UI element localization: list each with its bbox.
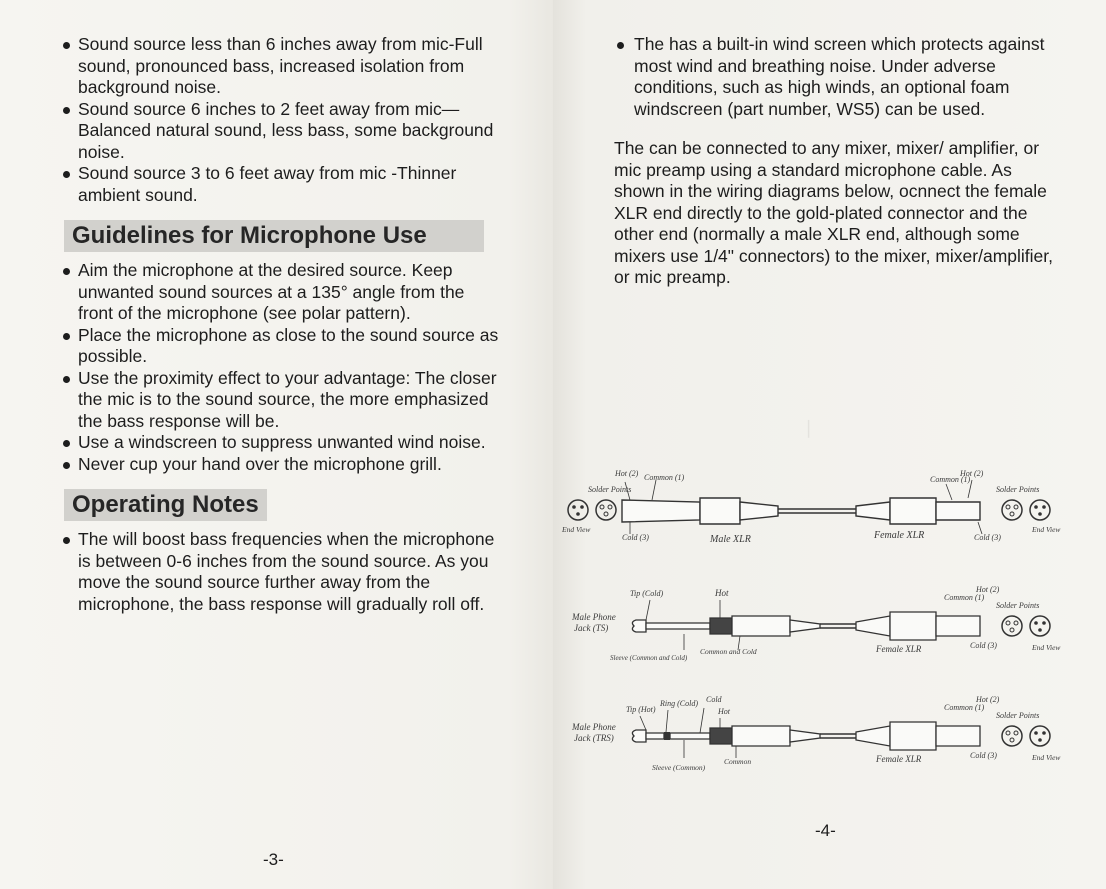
left-column [60,34,500,615]
operating-notes-heading: Operating Notes [64,489,267,521]
diagram-label: Female XLR [876,644,922,654]
list-item: Place the microphone as close to the sound source as possible. [60,325,500,368]
list-item: The has a built-in wind screen which protects against most wind and breathing noise. Under adverse conditions, such as high winds, an optional foam windscreen (part number, WS5) can be used. [614,34,1054,120]
female-xlr-connector [890,498,936,524]
list-item: Sound source less than 6 inches away from mic-Full sound, pronounced bass, increased isolation from background noise. [60,34,500,99]
diagram-label: End View [1032,753,1061,762]
diagram-label: Common (1) [930,475,971,484]
diagram-label: Common (1) [944,703,985,712]
list-item: Sound source 3 to 6 feet away from mic -Thinner ambient sound. [60,163,500,206]
guidelines-bullet-list [60,260,500,475]
bleed-through: ▏ [808,421,820,438]
diagram-label: Female XLR [876,754,922,764]
page-number-right: -4- [815,821,836,840]
diagram-label: End View [1032,643,1061,652]
female-xlr-end-view-icon [1030,726,1050,746]
ts-phone-jack-connector [732,616,790,636]
diagram-label: Ring (Cold) [660,699,698,708]
male-xlr-connector [622,500,700,522]
diagram-label: Hot [718,707,730,716]
diagram-label: Cold (3) [622,533,649,542]
trs-to-xlr-diagram [571,695,1060,772]
female-xlr-connector [890,612,936,640]
right-column [614,34,1054,289]
female-xlr-solder-icon [1002,726,1022,746]
diagram-label: Cold (3) [970,751,997,760]
diagram-label: Cold (3) [970,641,997,650]
female-xlr-solder-icon [1002,616,1022,636]
female-xlr-solder-icon [1002,500,1022,520]
diagram-label: Sleeve (Common) [652,763,706,772]
operating-notes-bullet-list [60,529,500,615]
list-item: Aim the microphone at the desired source. Keep unwanted sound sources at a 135° angle from the front of the microphone (see polar pattern). [60,260,500,325]
female-xlr-end-view-icon [1030,500,1050,520]
ts-to-xlr-diagram [571,585,1060,662]
diagram-label: Hot (2) [976,585,1000,594]
list-item: Use a windscreen to suppress unwanted wind noise. [60,432,500,454]
diagram-label: Tip (Cold) [630,589,664,598]
list-item: The will boost bass frequencies when the microphone is between 0-6 inches from the sound source. As you move the sound source further away from the microphone, the bass response will gradually roll off. [60,529,500,615]
cable [820,624,856,628]
diagram-label: Common [724,757,752,766]
diagram-label: Cold [706,695,722,704]
diagram-label: Solder Points [996,485,1040,494]
list-item: Use the proximity effect to your advantage: The closer the mic is to the sound source, the more emphasized the bass response will be. [60,368,500,433]
diagram-label: Male Phone Jack (TS) [572,612,616,633]
diagram-label: Common and Cold [700,647,757,656]
diagram-label: Common (1) [644,473,685,482]
xlr-to-xlr-diagram [561,469,1060,545]
list-item: Never cup your hand over the microphone grill. [60,454,500,476]
trs-phone-jack-connector [732,726,790,746]
page-number-left: -3- [263,850,284,869]
list-item: Sound source 6 inches to 2 feet away from mic—Balanced natural sound, less bass, some background noise. [60,99,500,164]
diagram-label: Sleeve (Common and Cold) [610,654,688,662]
guidelines-heading: Guidelines for Microphone Use [64,220,484,252]
diagram-label: Hot [715,588,729,598]
diagram-label: Female XLR [874,530,925,541]
wiring-diagrams [560,440,1106,790]
diagram-label: Hot (2) [976,695,1000,704]
male-xlr-solder-icon [596,500,616,520]
male-xlr-end-view-icon [568,500,588,520]
diagram-label: Tip (Hot) [626,705,656,714]
diagram-label: End View [562,525,591,534]
intro-bullet-list [60,34,500,206]
connection-paragraph: The can be connected to any mixer, mixer/ amplifier, or mic preamp using a standard microphone cable. As shown in the wiring diagrams below, ocnnect the female XLR end directly to the gold-plated connector and the other end (normally a male XLR end, although some mixers use 1/4" connectors) to the mixer, mixer/amplifier, or mic preamp. [614,138,1054,287]
diagram-label: End View [1032,525,1061,534]
cable [778,509,856,513]
female-xlr-end-view-icon [1030,616,1050,636]
diagram-label: Cold (3) [974,533,1001,542]
diagram-label: Hot (2) [615,469,639,478]
phone-jack-tip [632,620,646,632]
diagram-label: Male XLR [710,534,751,545]
diagram-label: Male Phone Jack (TRS) [572,722,616,743]
female-xlr-connector [890,722,936,750]
windscreen-bullet-list [614,34,1054,120]
diagram-label: Solder Points [996,601,1040,610]
cable [820,734,856,738]
phone-jack-tip [632,730,646,742]
diagram-label: Hot (2) [960,469,984,478]
diagram-label: Solder Points [996,711,1040,720]
diagram-label: Common (1) [944,593,985,602]
diagram-label: Solder Points [588,485,632,494]
